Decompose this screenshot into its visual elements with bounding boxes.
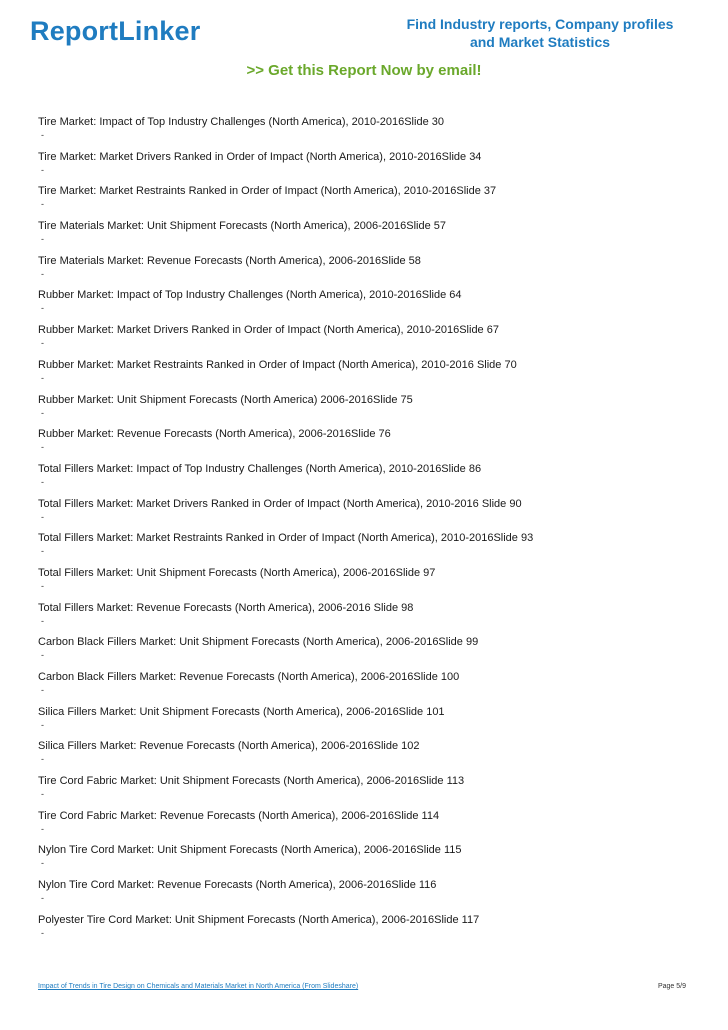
list-item — [38, 602, 698, 637]
list-item-title: Tire Cord Fabric Market: Unit Shipment Forecasts (North America), 2006-2016Slide 113 — [38, 775, 465, 788]
list-item-title: Silica Fillers Market: Unit Shipment Forecasts (North America), 2006-2016Slide 101 — [38, 705, 445, 718]
list-item-separator: - — [41, 927, 44, 938]
page-number: Page 5/9 — [657, 983, 686, 990]
list-item-separator: - — [41, 303, 44, 314]
get-report-link[interactable]: >> Get this Report Now by email! — [246, 62, 482, 79]
list-item-separator: - — [41, 615, 44, 626]
list-item — [38, 289, 698, 324]
list-item — [38, 532, 698, 567]
list-item — [38, 116, 698, 151]
list-item-separator: - — [41, 130, 44, 140]
list-item-title: Polyester Tire Cord Market: Unit Shipment Forecasts (North America), 2006-2016Slide 117 — [38, 913, 480, 926]
list-item — [38, 220, 698, 255]
list-item-title: Carbon Black Fillers Market: Unit Shipment Forecasts (North America), 2006-2016Slide 99 — [38, 636, 479, 649]
list-item — [38, 359, 698, 394]
list-item-separator: - — [41, 789, 44, 800]
list-item-separator: - — [41, 164, 44, 175]
list-item-separator: - — [41, 268, 44, 279]
list-item-title: Rubber Market: Unit Shipment Forecasts (North America) 2006-2016Slide 75 — [38, 393, 413, 406]
list-item — [38, 498, 698, 533]
list-item-title: Total Fillers Market: Impact of Top Industry Challenges (North America), 2010-2016Slide 86 — [38, 462, 482, 475]
list-item-title: Tire Materials Market: Unit Shipment Forecasts (North America), 2006-2016Slide 57 — [38, 220, 446, 233]
list-item-title: Nylon Tire Cord Market: Revenue Forecasts (North America), 2006-2016Slide 116 — [38, 879, 437, 892]
list-item-title: Total Fillers Market: Market Restraints Ranked in Order of Impact (North America), 2010-2016Slide 93 — [38, 532, 534, 545]
list-item-separator: - — [41, 199, 44, 210]
list-item-separator: - — [41, 650, 44, 661]
list-item-separator: - — [41, 476, 44, 487]
list-item — [38, 324, 698, 359]
list-item-separator: - — [41, 442, 44, 453]
list-item-title: Rubber Market: Revenue Forecasts (North America), 2006-2016Slide 76 — [38, 428, 391, 441]
list-item — [38, 879, 698, 914]
list-item — [38, 636, 698, 671]
list-item — [38, 185, 698, 220]
list-item — [38, 775, 698, 810]
list-item — [38, 810, 698, 845]
list-item-title: Tire Cord Fabric Market: Revenue Forecasts (North America), 2006-2016Slide 114 — [38, 809, 440, 822]
list-item — [38, 567, 698, 602]
list-item-separator: - — [41, 685, 44, 695]
list-item-title: Nylon Tire Cord Market: Unit Shipment Forecasts (North America), 2006-2016Slide 115 — [38, 844, 462, 857]
list-item-separator: - — [41, 372, 44, 383]
list-item — [38, 844, 698, 879]
tagline-line-2: and Market Statistics — [469, 34, 611, 50]
list-item-title: Total Fillers Market: Market Drivers Ranked in Order of Impact (North America), 2010-2016 Slide 90 — [38, 497, 522, 510]
list-item-title: Silica Fillers Market: Revenue Forecasts (North America), 2006-2016Slide 102 — [38, 740, 420, 753]
list-item-title: Tire Market: Impact of Top Industry Challenges (North America), 2010-2016Slide 30 — [38, 116, 444, 128]
report-figures-list — [38, 116, 698, 949]
list-item-separator: - — [41, 580, 44, 591]
footer-source-link[interactable]: Impact of Trends in Tire Design on Chemicals and Materials Market in North America (From Slideshare) — [38, 983, 359, 990]
list-item — [38, 151, 698, 186]
list-item-separator: - — [41, 858, 44, 869]
list-item — [38, 394, 698, 429]
list-item-separator: - — [41, 823, 44, 834]
list-item — [38, 914, 698, 949]
list-item-separator: - — [41, 754, 44, 765]
list-item-title: Rubber Market: Impact of Top Industry Challenges (North America), 2010-2016Slide 64 — [38, 289, 462, 302]
list-item-separator: - — [41, 407, 44, 418]
list-item-title: Total Fillers Market: Unit Shipment Forecasts (North America), 2006-2016Slide 97 — [38, 566, 436, 579]
list-item — [38, 463, 698, 498]
list-item-separator: - — [41, 719, 44, 730]
list-item-title: Carbon Black Fillers Market: Revenue Forecasts (North America), 2006-2016Slide 100 — [38, 671, 460, 683]
list-item-title: Total Fillers Market: Revenue Forecasts (North America), 2006-2016 Slide 98 — [38, 601, 414, 614]
tagline-line-1: Find Industry reports, Company profiles — [406, 16, 674, 32]
list-item-separator: - — [41, 338, 44, 349]
list-item-separator: - — [41, 546, 44, 557]
list-item — [38, 706, 698, 741]
list-item-title: Rubber Market: Market Restraints Ranked in Order of Impact (North America), 2010-2016 Slide 70 — [38, 358, 517, 371]
list-item — [38, 428, 698, 463]
list-item-separator: - — [41, 511, 44, 522]
list-item — [38, 740, 698, 775]
list-item-title: Tire Market: Market Drivers Ranked in Order of Impact (North America), 2010-2016Slide 34 — [38, 150, 482, 163]
list-item-title: Tire Materials Market: Revenue Forecasts (North America), 2006-2016Slide 58 — [38, 254, 421, 267]
list-item-separator: - — [41, 893, 44, 904]
reportlinker-logo[interactable]: ReportLinker — [30, 16, 201, 46]
list-item — [38, 255, 698, 290]
list-item — [38, 671, 698, 706]
list-item-title: Rubber Market: Market Drivers Ranked in Order of Impact (North America), 2010-2016Slide 67 — [38, 324, 499, 337]
header-tagline — [380, 15, 700, 51]
list-item-title: Tire Market: Market Restraints Ranked in Order of Impact (North America), 2010-2016Slide 37 — [38, 185, 497, 198]
list-item-separator: - — [41, 234, 44, 245]
